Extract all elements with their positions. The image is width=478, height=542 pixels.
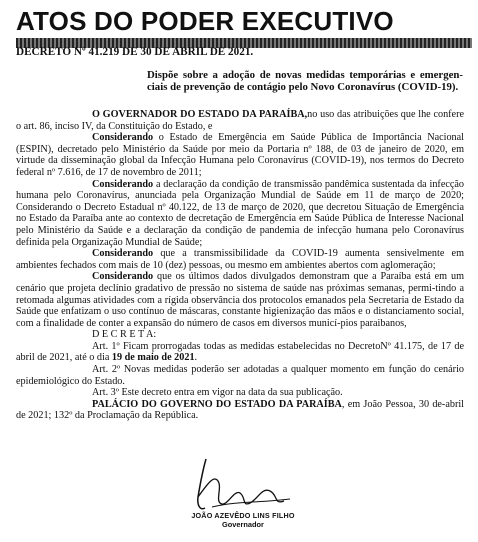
handwritten-signature bbox=[178, 453, 298, 515]
paragraph-considerando-4 bbox=[16, 271, 464, 329]
closing-text: , em João Pessoa, 30 de-abril de 2021; 132º da Proclamação da República. bbox=[16, 398, 464, 422]
paragraph-text: o Estado de Emergência em Saúde Pública de Importância Nacional (ESPIN), decretado pelo Ministério da Saúde por meio da Portaria nº 188, de 03 de janeiro de 2020, em virtude da disseminação global da Infecção Humana pelo Coronavírus (COVID-19), nos termos do Decreto federal nº 7.616, de 17 de novembro de 2011; bbox=[16, 132, 465, 178]
decreta-text: D E C R E T A: bbox=[92, 329, 157, 341]
signer-role: Governador bbox=[222, 520, 264, 529]
paragraph-text: que os últimos dados divulgados demonstram que a Paraíba está em um cenário que projeta declínio gradativo de pressão no sistema de saúde nas próximas semanas, permi-tindo a retomada algumas atividades com a rígida observância dos protocolos emanados pela Secretaria de Estado da Saúde que enfatizam o uso contínuo de máscaras, constante higienização das mãos e o distanciamento social, com a finalidade de conter a expansão do número de casos em diversos municí-pios paraibanos, bbox=[16, 271, 464, 329]
governor-title: O GOVERNADOR DO ESTADO DA PARAÍBA, bbox=[92, 109, 308, 120]
section-title: ATOS DO PODER EXECUTIVO bbox=[16, 6, 394, 36]
paragraph-considerando-1 bbox=[16, 132, 464, 178]
article-text: . bbox=[194, 352, 198, 364]
paragraph-considerando-2 bbox=[16, 179, 464, 249]
section-header bbox=[16, 6, 472, 48]
article-text: Nº 41.175, de 17 de abril de 2021, até o dia bbox=[16, 340, 464, 364]
article-date: 19 de maio de 2021 bbox=[111, 352, 195, 364]
considerando-label: Considerando bbox=[92, 248, 154, 260]
considerando-label: Considerando bbox=[92, 132, 154, 144]
article-1 bbox=[16, 341, 464, 364]
decree-ementa: Dispõe sobre a adoção de novas medidas temporárias e emergen-ciais de prevenção de contágio pelo Novo Coronavírus (COVID-19). bbox=[147, 69, 463, 93]
decree-number: DECRETO Nº 41.219 DE 30 DE ABRIL DE 2021. bbox=[16, 46, 254, 58]
signer-name: JOÃO AZEVÊDO LINS FILHO bbox=[191, 511, 295, 520]
article-3: Art. 3º Este decreto entra em vigor na data da sua publicação. bbox=[92, 387, 343, 399]
considerando-label: Considerando bbox=[92, 271, 154, 283]
article-text: Art. 1º Ficam prorrogadas todas as medidas estabelecidas no Decreto bbox=[92, 340, 381, 352]
closing-paragraph bbox=[16, 399, 464, 422]
decreta-heading bbox=[16, 329, 464, 341]
paragraph-text: no uso das atribuições que lhe confere o art. 86, inciso IV, da Constituição do Estado, e bbox=[16, 109, 464, 132]
decree-body bbox=[16, 109, 464, 422]
considerando-label: Considerando bbox=[92, 178, 154, 190]
paragraph-considerando-3 bbox=[16, 248, 464, 271]
paragraph-text: que a transmissibilidade da COVID-19 aumenta sensivelmente em ambientes fechados com mais de 10 (dez) pessoas, ou mesmo em ambientes abertos com aglomeração; bbox=[16, 248, 464, 271]
article-2: Art. 2º Novas medidas poderão ser adotadas a qualquer momento em função do cenário epidemiológico do Estado. bbox=[16, 364, 464, 387]
palace-name: PALÁCIO DO GOVERNO DO ESTADO DA PARAÍBA bbox=[92, 398, 342, 410]
paragraph-text: a declaração da condição de transmissão pandêmica sustentada da infecção humana pelo Coronavírus, anunciada pela Organização Mundial de Saúde em 11 de março de 2020; Considerando o Decreto Estadual nº 40.122, de 13 de março de 2020, que decretou Situação de Emergência no Estado da Paraíba ante ao contexto de decretação de Emergência em Saúde Pública de Interesse Nacional pelo Ministério da Saúde e a declaração da condição de pandemia de infecção humana pelo Coronavírus definida pela Organização Mundial de Saúde; bbox=[16, 178, 465, 248]
paragraph-governor bbox=[16, 109, 464, 132]
